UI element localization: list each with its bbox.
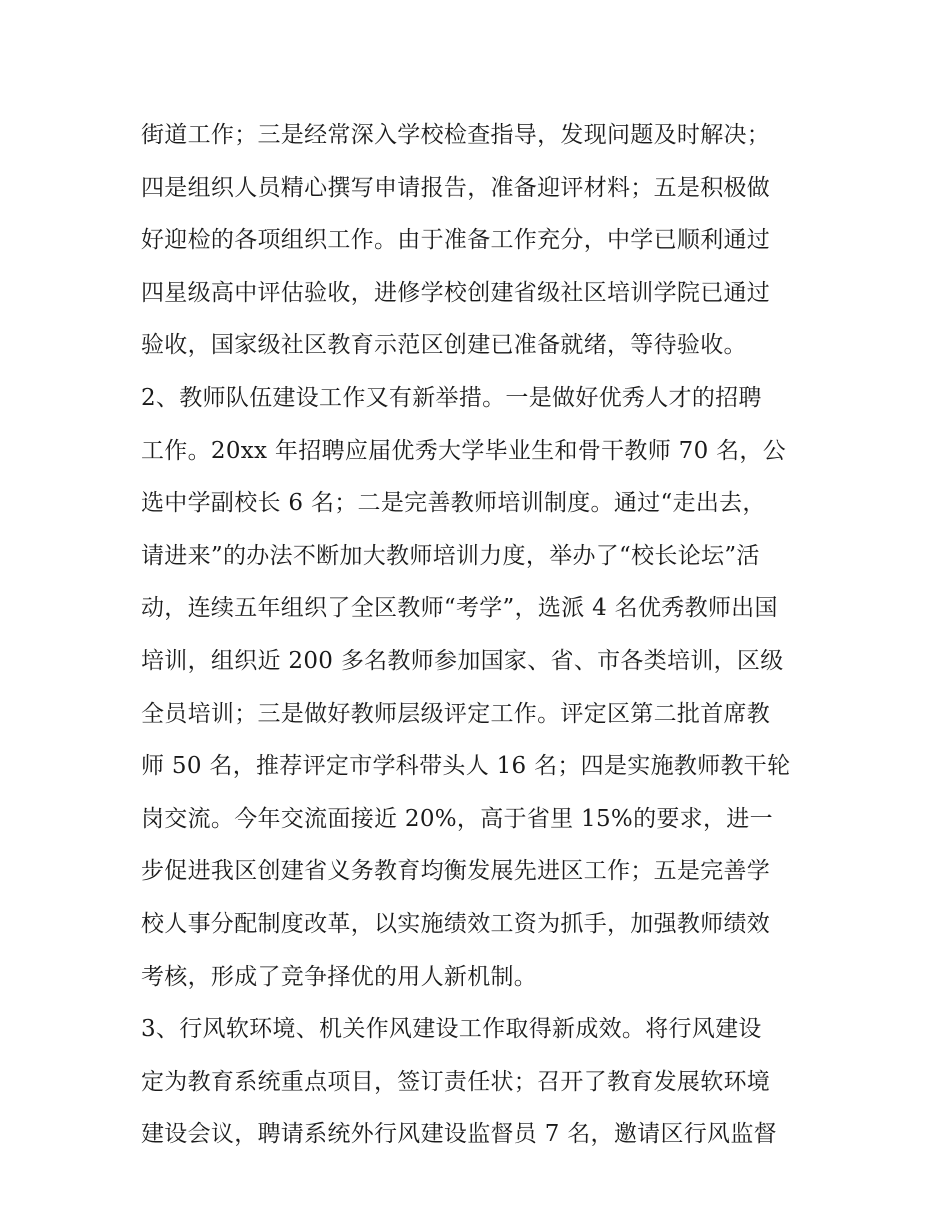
text-line: 全员培训；三是做好教师层级评定工作。评定区第二批首席教 <box>141 700 771 727</box>
text-line: 动，连续五年组织了全区教师“考学”，选派 4 名优秀教师出国 <box>141 595 778 622</box>
text-line: 建设会议，聘请系统外行风建设监督员 7 名，邀请区行风监督 <box>141 1121 777 1148</box>
section-2-heading-line: 2、教师队伍建设工作又有新举措。一是做好优秀人才的招聘 <box>141 384 762 411</box>
text-line: 四是组织人员精心撰写申请报告，准备迎评材料；五是积极做 <box>141 174 771 201</box>
text-line: 街道工作；三是经常深入学校检查指导，发现问题及时解决； <box>141 122 771 148</box>
text-line: 考核，形成了竞争择优的用人新机制。 <box>141 963 538 990</box>
text-line: 步促进我区创建省义务教育均衡发展先进区工作；五是完善学 <box>141 858 771 885</box>
text-line: 请进来”的办法不断加大教师培训力度，举办了“校长论坛”活 <box>141 542 760 569</box>
text-line: 定为教育系统重点项目，签订责任状；召开了教育发展软环境 <box>141 1068 771 1095</box>
text-line: 师 50 名，推荐评定市学科带头人 16 名；四是实施教师教干轮 <box>141 753 791 780</box>
section-3-heading-line: 3、行风软环境、机关作风建设工作取得新成效。将行风建设 <box>141 1016 762 1043</box>
text-line: 验收，国家级社区教育示范区创建已准备就绪，等待验收。 <box>141 332 747 359</box>
text-line: 工作。20xx 年招聘应届优秀大学毕业生和骨干教师 70 名，公 <box>141 437 787 464</box>
text-line: 四星级高中评估验收，进修学校创建省级社区培训学院已通过 <box>141 279 771 306</box>
document-body <box>141 109 821 1161</box>
text-line: 岗交流。今年交流面接近 20%，高于省里 15%的要求，进一 <box>141 805 773 832</box>
text-line: 好迎检的各项组织工作。由于准备工作充分，中学已顺利通过 <box>141 227 771 254</box>
text-line: 培训，组织近 200 多名教师参加国家、省、市各类培训，区级 <box>141 647 784 674</box>
text-line: 选中学副校长 6 名；二是完善教师培训制度。通过“走出去， <box>141 490 766 517</box>
text-line: 校人事分配制度改革，以实施绩效工资为抓手，加强教师绩效 <box>141 910 771 937</box>
